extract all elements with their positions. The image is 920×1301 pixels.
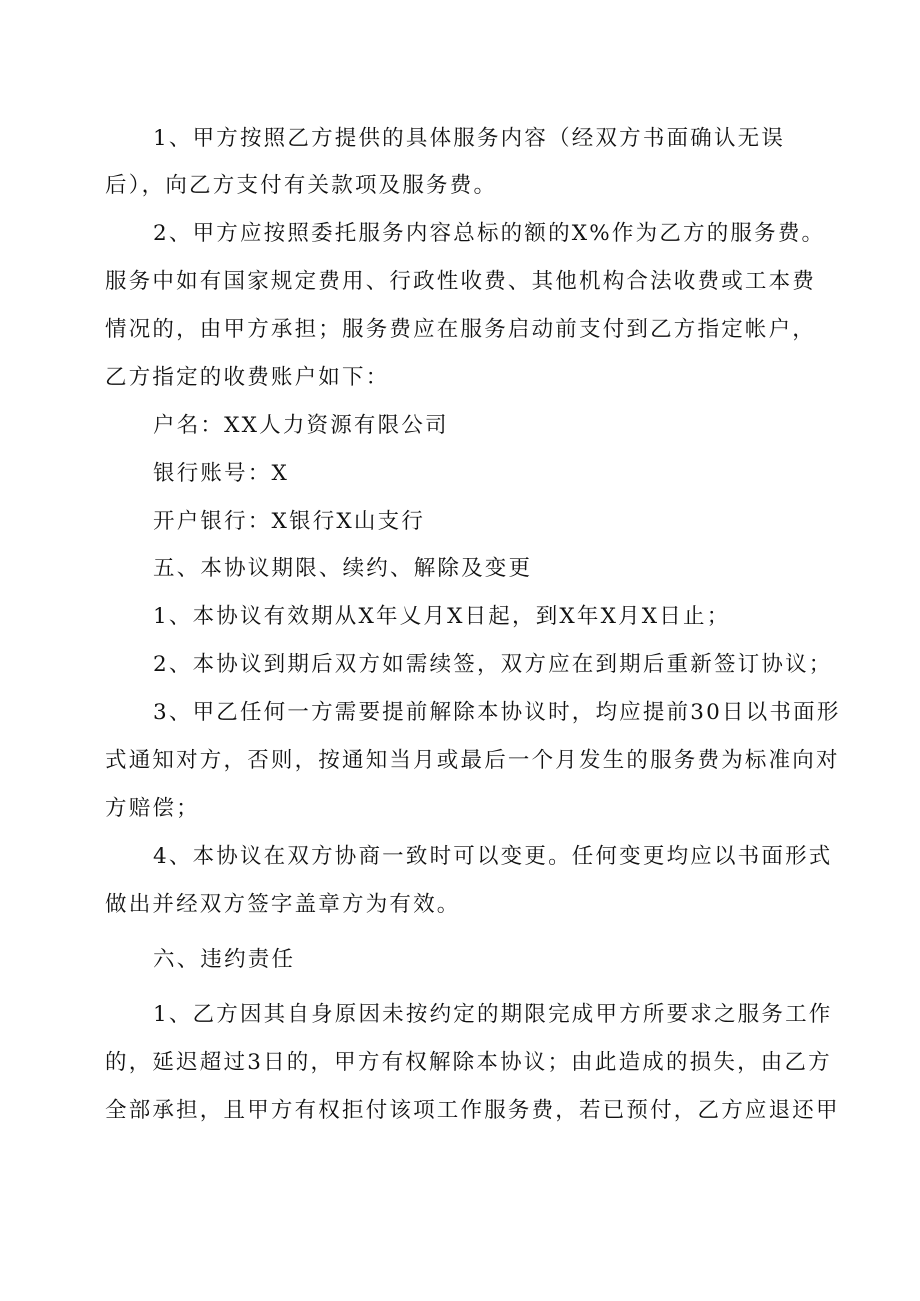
paragraph-line: 3、甲乙任何一方需要提前解除本协议时，均应提前30日以书面形: [153, 700, 841, 725]
paragraph-line: 服务中如有国家规定费用、行政性收费、其他机构合法收费或工本费: [105, 269, 817, 294]
paragraph-line: 4、本协议在双方协商一致时可以变更。任何变更均应以书面形式: [153, 844, 833, 869]
paragraph-line: 1、本协议有效期从X年乂月X日起，到X年X月X日止；: [153, 604, 731, 629]
section-heading: 六、违约责任: [153, 947, 296, 972]
account-name-line: 户名：XX人力资源有限公司: [153, 413, 449, 438]
paragraph-line: 1、乙方因其自身原因未按约定的期限完成甲方所要求之服务工作: [153, 1002, 833, 1027]
paragraph-line: 乙方指定的收费账户如下：: [105, 365, 390, 390]
paragraph-line: 全部承担，且甲方有权拒付该项工作服务费，若已预付，乙方应退还甲: [105, 1098, 840, 1123]
paragraph-line: 的，延迟超过3日的，甲方有权解除本协议；由此造成的损失，由乙方: [105, 1050, 832, 1075]
paragraph-line: 1、甲方按照乙方提供的具体服务内容（经双方书面确认无误: [153, 126, 786, 151]
paragraph-line: 方赔偿；: [105, 796, 200, 821]
bank-account-line: 银行账号：X: [153, 461, 290, 486]
paragraph-line: 式通知对方，否则，按通知当月或最后一个月发生的服务费为标准向对: [105, 748, 840, 773]
paragraph-line: 后），向乙方支付有关款项及服务费。: [105, 173, 498, 198]
section-heading: 五、本协议期限、续约、解除及变更: [153, 556, 533, 581]
paragraph-line: 情况的，由甲方承担；服务费应在服务启动前支付到乙方指定帐户，: [105, 317, 817, 342]
paragraph-line: 2、本协议到期后双方如需续签，双方应在到期后重新签订协议；: [153, 652, 833, 677]
paragraph-line: 做出并经双方签字盖章方为有效。: [105, 892, 461, 917]
opening-bank-line: 开户银行：X银行X山支行: [153, 509, 426, 534]
paragraph-line: 2、甲方应按照委托服务内容总标的额的X%作为乙方的服务费。: [153, 221, 826, 246]
